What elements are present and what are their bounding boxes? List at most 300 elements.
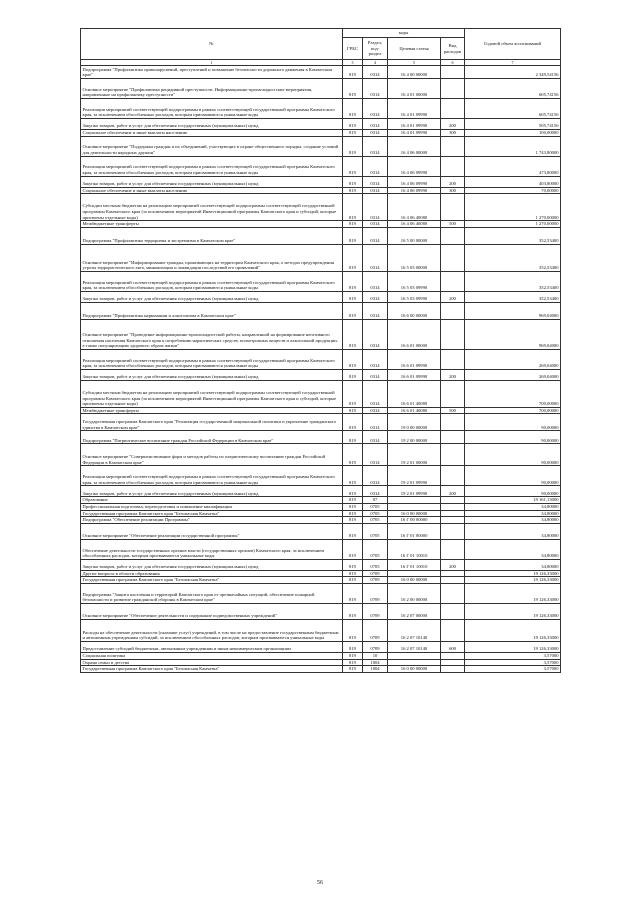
row-target-article: 16 6 00 00000 — [388, 302, 441, 319]
row-expense-type — [441, 319, 465, 349]
row-target-article: 16 Г 01 00000 — [388, 523, 441, 539]
row-target-article: 19 2 01 00000 — [388, 444, 441, 466]
table-row — [81, 79, 561, 99]
row-grbs: 819 — [343, 99, 363, 119]
row-amount: 90,00000 — [465, 414, 561, 431]
row-section: 0705 — [363, 523, 388, 539]
row-expense-type — [441, 652, 465, 659]
row-name: Закупка товаров, работ и услуг для обеспечения государственных (муниципальных) нужд — [81, 486, 343, 497]
row-grbs: 819 — [343, 603, 363, 619]
row-grbs: 819 — [343, 431, 363, 444]
row-amount: 605,74156 — [465, 79, 561, 99]
row-name: Основное мероприятие "Совершенствование форм и методов работы по патриотическому воспитанию граждан Российской Федерации в Камчатском крае" — [81, 444, 343, 466]
row-section: 0314 — [363, 414, 388, 431]
row-name: Охрана семьи и детства — [81, 659, 343, 666]
row-amount: 19 126,33000 — [465, 577, 561, 584]
table-row — [81, 244, 561, 271]
row-amount: 969,04000 — [465, 302, 561, 319]
header-num-1: 1 — [81, 60, 343, 66]
row-name: Социальное обеспечение и иные выплаты населению — [81, 187, 343, 194]
header-type: Вид расходов — [441, 38, 465, 60]
row-grbs: 819 — [343, 380, 363, 407]
row-section: 0709 — [363, 577, 388, 584]
header-amount: Годовой объем ассигнований — [465, 29, 561, 60]
row-grbs: 819 — [343, 119, 363, 130]
row-target-article — [388, 652, 441, 659]
header-codes: коды — [343, 29, 465, 38]
table-row — [81, 659, 561, 666]
row-name: Подпрограмма "Профилактика наркомании и алкоголизма в Камчатском крае" — [81, 302, 343, 319]
row-amount: 969,04000 — [465, 319, 561, 349]
row-target-article: 16 5 00 00000 — [388, 227, 441, 244]
row-expense-type: 600 — [441, 641, 465, 652]
table-row — [81, 130, 561, 137]
row-name: Основное мероприятие "Обеспечение деятельности и содержание подведомственных учреждений" — [81, 603, 343, 619]
row-section: 0709 — [363, 619, 388, 641]
row-amount: 3,57000 — [465, 659, 561, 666]
table-row — [81, 271, 561, 291]
row-name: Закупка товаров, работ и услуг для обеспечения государственных (муниципальных) нужд — [81, 291, 343, 302]
row-name: Закупка товаров, работ и услуг для обеспечения государственных (муниципальных) нужд — [81, 559, 343, 570]
row-section: 0709 — [363, 603, 388, 619]
row-amount: 352,53400 — [465, 291, 561, 302]
row-name: Подпрограмма "Обеспечение реализации Программы" — [81, 517, 343, 524]
row-name: Реализация мероприятий соответствующей подпрограммы в рамках соответствующей государственной программы Камчатского края, за исключением обособленных расходов, которым присваиваются уникальные коды — [81, 156, 343, 176]
row-expense-type — [441, 156, 465, 176]
row-name: Образование — [81, 497, 343, 504]
row-name: Реализация мероприятий соответствующей подпрограммы в рамках соответствующей государственной программы Камчатского края, за исключением обособленных расходов, которым присваиваются уникальные коды — [81, 271, 343, 291]
row-amount: 352,53400 — [465, 244, 561, 271]
row-amount: 19 126,33000 — [465, 641, 561, 652]
row-name: Закупка товаров, работ и услуг для обеспечения государственных (муниципальных) нужд — [81, 369, 343, 380]
row-target-article: 16 6 01 40080 — [388, 380, 441, 407]
row-grbs: 819 — [343, 136, 363, 156]
row-amount: 269,04000 — [465, 369, 561, 380]
table-row — [81, 66, 561, 79]
table-row — [81, 227, 561, 244]
row-expense-type — [441, 349, 465, 369]
table-row — [81, 119, 561, 130]
row-name: Закупка товаров, работ и услуг для обеспечения государственных (муниципальных) нужд — [81, 119, 343, 130]
table-row — [81, 187, 561, 194]
row-target-article: 19 0 00 00000 — [388, 414, 441, 431]
row-grbs: 819 — [343, 302, 363, 319]
row-amount: 473,80000 — [465, 156, 561, 176]
row-target-article: 16 0 00 00000 — [388, 510, 441, 517]
table-row — [81, 431, 561, 444]
row-amount: 1 270,00000 — [465, 194, 561, 221]
row-expense-type: 200 — [441, 176, 465, 187]
row-section: 0314 — [363, 221, 388, 228]
row-target-article: 19 2 01 09990 — [388, 486, 441, 497]
row-target-article: 16 4 00 00000 — [388, 66, 441, 79]
table-row — [81, 466, 561, 486]
row-expense-type — [441, 194, 465, 221]
table-row — [81, 652, 561, 659]
row-grbs: 819 — [343, 66, 363, 79]
row-amount: 3,57000 — [465, 666, 561, 673]
row-amount: 34,80000 — [465, 523, 561, 539]
row-expense-type: 300 — [441, 187, 465, 194]
row-target-article: 19 2 01 09990 — [388, 466, 441, 486]
row-section: 0314 — [363, 466, 388, 486]
row-name: Основное мероприятие "Обеспечение реализации государственной программы" — [81, 523, 343, 539]
table-row — [81, 583, 561, 603]
row-amount: 19 126,33000 — [465, 603, 561, 619]
header-section: Раздел, под-раздел — [363, 38, 388, 60]
row-grbs: 819 — [343, 369, 363, 380]
row-amount: 2 349,54156 — [465, 66, 561, 79]
row-expense-type — [441, 570, 465, 577]
row-name: Государственная программа Камчатского края "Безопасная Камчатка" — [81, 510, 343, 517]
row-grbs: 819 — [343, 414, 363, 431]
table-row — [81, 641, 561, 652]
row-target-article: 16 4 01 09990 — [388, 130, 441, 137]
table-row — [81, 503, 561, 510]
row-target-article: 16 4 06 09990 — [388, 156, 441, 176]
row-section: 0709 — [363, 583, 388, 603]
table-body — [81, 66, 561, 673]
row-section: 0314 — [363, 66, 388, 79]
row-section: 0314 — [363, 380, 388, 407]
row-expense-type — [441, 497, 465, 504]
row-name: Основное мероприятие "Информирование граждан, проживающих на территории Камчатского края, о методах предупреждения угрозы террористического акта, минимизации и ликвидации последствий его проявлений" — [81, 244, 343, 271]
row-name: Другие вопросы в области образования — [81, 570, 343, 577]
table-row — [81, 570, 561, 577]
row-name: Закупка товаров, работ и услуг для обеспечения государственных (муниципальных) нужд — [81, 176, 343, 187]
header-num-5: 5 — [388, 60, 441, 66]
table-row — [81, 517, 561, 524]
row-amount: 352,53400 — [465, 271, 561, 291]
row-expense-type — [441, 510, 465, 517]
row-section: 0314 — [363, 431, 388, 444]
row-expense-type — [441, 666, 465, 673]
row-expense-type: 200 — [441, 291, 465, 302]
table-row — [81, 99, 561, 119]
row-amount: 1 270,00000 — [465, 221, 561, 228]
row-target-article: 16 5 03 09990 — [388, 271, 441, 291]
row-target-article: 16 6 01 40080 — [388, 407, 441, 414]
row-expense-type — [441, 619, 465, 641]
row-name: Подпрограмма "Профилактика правонарушений, преступлений и повышение безопасности дорожного движения в Камчатском крае" — [81, 66, 343, 79]
row-section: 0705 — [363, 539, 388, 559]
row-expense-type: 200 — [441, 559, 465, 570]
row-grbs: 819 — [343, 619, 363, 641]
row-section: 0709 — [363, 570, 388, 577]
row-grbs: 819 — [343, 194, 363, 221]
row-name: Межбюджетные трансферты — [81, 221, 343, 228]
row-grbs: 819 — [343, 244, 363, 271]
table-row — [81, 510, 561, 517]
table-row — [81, 486, 561, 497]
row-grbs: 819 — [343, 156, 363, 176]
row-section: 0314 — [363, 271, 388, 291]
header-num-3: 3 — [343, 60, 363, 66]
row-target-article: 16 Г 01 10010 — [388, 559, 441, 570]
table-row — [81, 291, 561, 302]
row-section: 0314 — [363, 486, 388, 497]
row-grbs: 819 — [343, 503, 363, 510]
row-expense-type — [441, 523, 465, 539]
row-amount: 34,80000 — [465, 510, 561, 517]
row-target-article: 16 4 01 09990 — [388, 99, 441, 119]
budget-table — [80, 28, 561, 673]
row-grbs: 819 — [343, 227, 363, 244]
row-amount: 90,00000 — [465, 444, 561, 466]
row-name: Подпрограмма "Патриотическое воспитание граждан Российской Федерации в Камчатском крае" — [81, 431, 343, 444]
row-target-article — [388, 570, 441, 577]
row-section: 10 — [363, 652, 388, 659]
row-grbs: 819 — [343, 517, 363, 524]
row-section: 0314 — [363, 302, 388, 319]
table-row — [81, 349, 561, 369]
table-row — [81, 194, 561, 221]
table-row — [81, 444, 561, 466]
row-grbs: 819 — [343, 652, 363, 659]
table-row — [81, 380, 561, 407]
row-grbs: 819 — [343, 176, 363, 187]
row-name: Государственная программа Камчатского края "Реализация государственной национальной политики и укрепление гражданского единства в Камчатском крае" — [81, 414, 343, 431]
header-num-7: 7 — [465, 60, 561, 66]
row-section: 0709 — [363, 641, 388, 652]
row-target-article: 16 4 01 00000 — [388, 79, 441, 99]
row-amount: 1 743,80000 — [465, 136, 561, 156]
table-row — [81, 559, 561, 570]
row-target-article: 16 6 01 00000 — [388, 319, 441, 349]
row-name: Предоставление субсидий бюджетным, автономным учреждениям и иным некоммерческим организациям — [81, 641, 343, 652]
row-name: Социальная политика — [81, 652, 343, 659]
row-name: Социальное обеспечение и иные выплаты населению — [81, 130, 343, 137]
row-amount: 700,00000 — [465, 407, 561, 414]
row-amount: 34,80000 — [465, 517, 561, 524]
row-name: Субсидии местным бюджетам на реализацию мероприятий соответствующей подпрограммы соответствующей государственной программы Камчатского края (за исключением мероприятий Инвестиционной программы Камчатского края и субсидий, которые присвоены отдельные коды) — [81, 380, 343, 407]
row-section: 0705 — [363, 510, 388, 517]
table-row — [81, 176, 561, 187]
row-grbs: 819 — [343, 659, 363, 666]
row-section: 0314 — [363, 369, 388, 380]
row-name: Основное мероприятие "Профилактика рецидивной преступности. Информационно-пропагандистские мероприятия, направленные на профилактику преступности" — [81, 79, 343, 99]
row-grbs: 819 — [343, 486, 363, 497]
row-target-article: 16 5 03 00000 — [388, 244, 441, 271]
row-amount: 90,00000 — [465, 486, 561, 497]
row-target-article: 16 6 01 09990 — [388, 369, 441, 380]
row-name: Реализация мероприятий соответствующей подпрограммы в рамках соответствующей государственной программы Камчатского края, за исключением обособленных расходов, которым присваиваются уникальные коды — [81, 466, 343, 486]
row-expense-type — [441, 244, 465, 271]
row-section: 07 — [363, 497, 388, 504]
row-expense-type: 300 — [441, 130, 465, 137]
row-name: Реализация мероприятий соответствующей подпрограммы в рамках соответствующей государственной программы Камчатского края, за исключением обособленных расходов, которым присваиваются уникальные коды — [81, 349, 343, 369]
row-expense-type — [441, 517, 465, 524]
row-expense-type — [441, 302, 465, 319]
row-amount: 34,80000 — [465, 559, 561, 570]
row-grbs: 819 — [343, 187, 363, 194]
row-expense-type — [441, 99, 465, 119]
row-target-article: 16 2 00 00000 — [388, 583, 441, 603]
row-expense-type — [441, 380, 465, 407]
row-grbs: 819 — [343, 570, 363, 577]
row-section: 0314 — [363, 244, 388, 271]
row-expense-type: 200 — [441, 369, 465, 380]
row-name: Межбюджетные трансферты — [81, 407, 343, 414]
row-section: 0314 — [363, 291, 388, 302]
row-target-article — [388, 497, 441, 504]
row-target-article: 16 5 03 09990 — [388, 291, 441, 302]
row-amount: 403,80000 — [465, 176, 561, 187]
table-row — [81, 666, 561, 673]
row-section: 0314 — [363, 407, 388, 414]
table-row — [81, 619, 561, 641]
row-grbs: 819 — [343, 130, 363, 137]
table-row — [81, 539, 561, 559]
row-target-article: 16 0 00 00000 — [388, 577, 441, 584]
row-amount: 100,00000 — [465, 130, 561, 137]
row-target-article — [388, 503, 441, 510]
row-grbs: 819 — [343, 523, 363, 539]
row-amount: 269,04000 — [465, 349, 561, 369]
row-grbs: 819 — [343, 349, 363, 369]
row-section: 0314 — [363, 194, 388, 221]
row-name: Государственная программа Камчатского края "Безопасная Камчатка" — [81, 577, 343, 584]
row-grbs: 819 — [343, 641, 363, 652]
row-target-article: 16 4 06 09990 — [388, 187, 441, 194]
row-grbs: 819 — [343, 291, 363, 302]
row-target-article: 16 2 07 10140 — [388, 641, 441, 652]
row-grbs: 819 — [343, 271, 363, 291]
row-section: 0314 — [363, 99, 388, 119]
row-amount: 34,80000 — [465, 503, 561, 510]
row-target-article: 16 4 01 09990 — [388, 119, 441, 130]
row-expense-type — [441, 431, 465, 444]
row-expense-type — [441, 466, 465, 486]
table-row — [81, 369, 561, 380]
header-num-6: 6 — [441, 60, 465, 66]
row-name: Реализация мероприятий соответствующей подпрограммы в рамках соответствующей государственной программы Камчатского края, за исключением обособленных расходов, которым присваиваются уникальные коды — [81, 99, 343, 119]
row-expense-type — [441, 227, 465, 244]
budget-table-sheet — [80, 28, 560, 673]
row-target-article — [388, 659, 441, 666]
row-grbs: 819 — [343, 539, 363, 559]
row-section: 0314 — [363, 136, 388, 156]
row-section: 0314 — [363, 187, 388, 194]
table-row — [81, 319, 561, 349]
row-grbs: 819 — [343, 444, 363, 466]
row-expense-type: 500 — [441, 221, 465, 228]
row-section: 0314 — [363, 176, 388, 187]
row-amount: 505,74156 — [465, 119, 561, 130]
row-amount: 3,57000 — [465, 652, 561, 659]
table-row — [81, 221, 561, 228]
row-section: 0314 — [363, 227, 388, 244]
row-amount: 19 126,33000 — [465, 570, 561, 577]
page-number: 56 — [317, 880, 323, 886]
row-grbs: 819 — [343, 497, 363, 504]
row-expense-type — [441, 79, 465, 99]
row-grbs: 819 — [343, 559, 363, 570]
row-expense-type — [441, 66, 465, 79]
row-name: Основное мероприятие "Проведение информационно-пропагандистской работы, направленной на формирование негативного отношения населения Камчатского края к потреблению наркотических средств, психотропных веществ и алкогольной продукции, а также популяризацию здорового образа жизни" — [81, 319, 343, 349]
row-name: Профессиональная подготовка, переподготовка и повышение квалификации — [81, 503, 343, 510]
row-section: 0705 — [363, 517, 388, 524]
row-target-article: 19 2 00 00000 — [388, 431, 441, 444]
row-expense-type — [441, 503, 465, 510]
row-amount: 90,00000 — [465, 431, 561, 444]
row-section: 0314 — [363, 79, 388, 99]
header-target: Целевая статья — [388, 38, 441, 60]
row-grbs: 819 — [343, 510, 363, 517]
row-section: 0314 — [363, 349, 388, 369]
row-section: 0705 — [363, 559, 388, 570]
row-name: Расходы на обеспечение деятельности (оказание услуг) учреждений, в том числе на предоставление государственным бюджетным и автономным учреждениям субсидий, за исключением обособленных расходов, которым присваиваются уникальные коды — [81, 619, 343, 641]
table-row — [81, 136, 561, 156]
row-amount: 700,00000 — [465, 380, 561, 407]
row-grbs: 819 — [343, 319, 363, 349]
row-name: Подпрограмма "Профилактика терроризма и экстремизма в Камчатском крае" — [81, 227, 343, 244]
row-grbs: 819 — [343, 79, 363, 99]
row-name: Подпрограмма "Защита населения и территорий Камчатского края от чрезвычайных ситуаций, обеспечение пожарной безопасности и развитие гражданской обороны в Камчатском крае" — [81, 583, 343, 603]
row-section: 0314 — [363, 119, 388, 130]
row-expense-type — [441, 577, 465, 584]
row-target-article: 16 2 07 10140 — [388, 619, 441, 641]
row-amount: 70,00000 — [465, 187, 561, 194]
table-row — [81, 603, 561, 619]
row-target-article: 16 Г 01 10010 — [388, 539, 441, 559]
row-section: 0314 — [363, 319, 388, 349]
table-row — [81, 407, 561, 414]
row-target-article: 16 6 01 09990 — [388, 349, 441, 369]
row-amount: 352,53400 — [465, 227, 561, 244]
row-amount: 19 126,33000 — [465, 583, 561, 603]
row-expense-type — [441, 271, 465, 291]
table-row — [81, 414, 561, 431]
row-grbs: 819 — [343, 583, 363, 603]
row-expense-type — [441, 136, 465, 156]
row-grbs: 819 — [343, 466, 363, 486]
row-expense-type — [441, 659, 465, 666]
row-expense-type: 200 — [441, 119, 465, 130]
row-section: 0314 — [363, 156, 388, 176]
row-amount: 19 161,13000 — [465, 497, 561, 504]
row-expense-type — [441, 444, 465, 466]
row-expense-type — [441, 539, 465, 559]
row-grbs: 819 — [343, 666, 363, 673]
row-expense-type: 500 — [441, 407, 465, 414]
table-row — [81, 156, 561, 176]
table-row — [81, 497, 561, 504]
row-expense-type — [441, 603, 465, 619]
table-row — [81, 302, 561, 319]
row-section: 1004 — [363, 659, 388, 666]
row-expense-type — [441, 583, 465, 603]
row-grbs: 819 — [343, 407, 363, 414]
table-row — [81, 523, 561, 539]
row-amount: 19 126,33000 — [465, 619, 561, 641]
row-target-article: 16 0 00 00000 — [388, 666, 441, 673]
header-num-4: 4 — [363, 60, 388, 66]
row-amount: 34,80000 — [465, 539, 561, 559]
row-target-article: 16 4 06 40080 — [388, 194, 441, 221]
row-target-article: 16 4 06 09990 — [388, 176, 441, 187]
row-amount: 90,00000 — [465, 466, 561, 486]
row-name: Государственная программа Камчатского края "Безопасная Камчатка" — [81, 666, 343, 673]
table-row — [81, 577, 561, 584]
row-section: 0705 — [363, 503, 388, 510]
header-name: № — [81, 29, 343, 60]
row-target-article: 16 2 07 00000 — [388, 603, 441, 619]
row-expense-type: 200 — [441, 486, 465, 497]
row-grbs: 819 — [343, 577, 363, 584]
row-target-article: 16 4 06 40080 — [388, 221, 441, 228]
row-name: Основное мероприятие "Поддержка граждан и их объединений, участвующих в охране общественного порядка, создание условий для деятельности народных дружин" — [81, 136, 343, 156]
